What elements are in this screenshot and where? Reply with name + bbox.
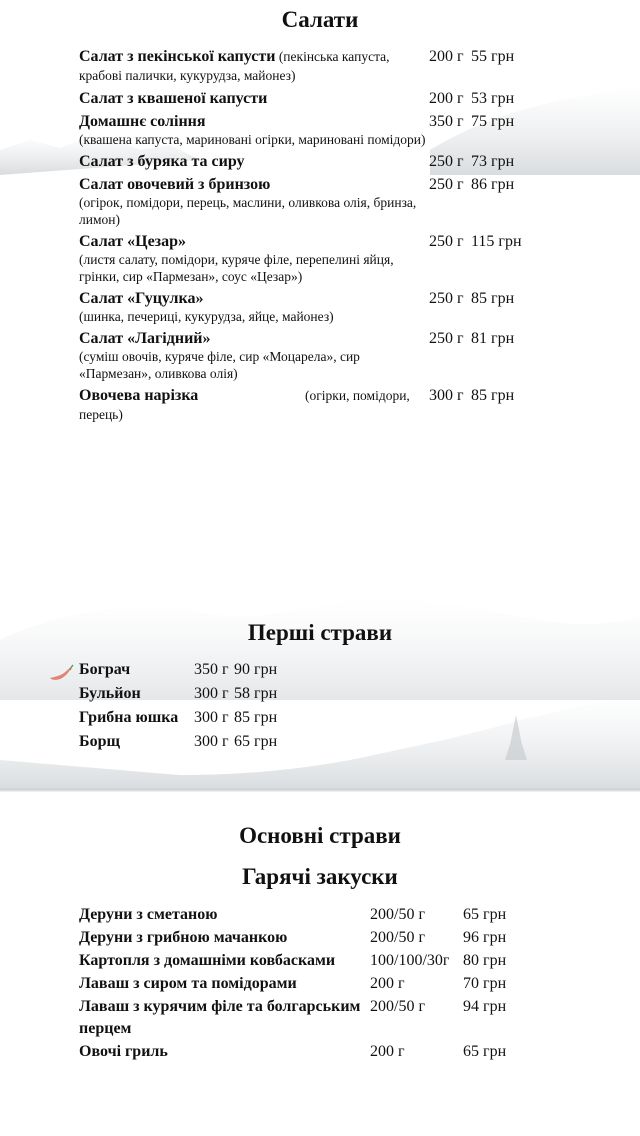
dish-weight: 250 г (429, 153, 464, 170)
dish-name: Салат «Цезар» (79, 233, 186, 250)
dish-weight: 300 г (194, 685, 229, 702)
list-item (79, 658, 339, 682)
list-item (79, 927, 539, 949)
dish-price: 65 грн (234, 733, 278, 750)
dish-weight: 250 г (429, 176, 464, 193)
dish-weight: 200 г (429, 90, 464, 107)
dish-price: 70 грн (463, 975, 507, 992)
dish-ingredients: (пекінська капуста, крабові палички, кукурудза, майонез) (79, 49, 390, 83)
dish-name: Овочі гриль (79, 1043, 168, 1060)
list-item (79, 152, 534, 171)
dish-ingredients: (огірок, помідори, перець, маслини, оливкова олія, бринза, лимон) (79, 195, 417, 227)
list-item (79, 329, 534, 382)
dish-weight: 350 г (429, 113, 464, 130)
dish-weight: 100/100/30г (370, 952, 450, 969)
dish-price: 85 грн (471, 387, 515, 404)
dish-ingredients: (шинка, печериці, кукурудза, яйце, майонез) (79, 309, 334, 324)
dish-price: 55 грн (471, 48, 515, 65)
dish-name: Бограч (79, 661, 131, 678)
dish-ingredients: (суміш овочів, куряче філе, сир «Моцарела», сир «Пармезан», оливкова олія) (79, 349, 360, 381)
dish-price: 53 грн (471, 90, 515, 107)
dish-name: Овочева нарізка (79, 387, 199, 404)
list-item (79, 904, 539, 926)
list-item (79, 706, 339, 730)
dish-price: 85 грн (234, 709, 278, 726)
dish-price: 65 грн (463, 1043, 507, 1060)
dish-ingredients: (огірки, помідори, перець) (79, 388, 410, 422)
dish-price: 65 грн (463, 906, 507, 923)
dish-weight: 200/50 г (370, 998, 426, 1015)
dish-weight: 250 г (429, 233, 464, 250)
hot-appetizers-list (79, 904, 539, 1064)
dish-price: 81 грн (471, 330, 515, 347)
main-courses-title: Основні страви (239, 823, 401, 848)
dish-price: 86 грн (471, 176, 515, 193)
dish-weight: 200 г (370, 1043, 405, 1060)
dish-weight: 200 г (429, 48, 464, 65)
hot-appetizers-title: Гарячі закуски (242, 864, 398, 889)
list-item (79, 289, 534, 325)
dish-price: 115 грн (471, 233, 522, 250)
list-item (79, 682, 339, 706)
dish-weight: 200/50 г (370, 929, 426, 946)
dish-name: Салат «Гуцулка» (79, 290, 204, 307)
dish-weight: 300 г (429, 387, 464, 404)
dish-name: Салат «Лагідний» (79, 330, 211, 347)
dish-price: 96 грн (463, 929, 507, 946)
list-item (79, 950, 539, 972)
dish-weight: 300 г (194, 733, 229, 750)
dish-price: 94 грн (463, 998, 507, 1015)
dish-name: Салат з пекінської капусти (79, 48, 276, 65)
dish-name: Грибна юшка (79, 709, 179, 726)
list-item (79, 973, 539, 995)
dish-name: Домашнє соління (79, 113, 206, 130)
dish-price: 73 грн (471, 153, 515, 170)
dish-price: 90 грн (234, 661, 278, 678)
list-item (79, 89, 534, 108)
dish-name: Салат овочевий з бринзою (79, 176, 271, 193)
chili-pepper-icon (48, 664, 74, 684)
dish-name: Салат з квашеної капусти (79, 90, 268, 107)
dish-weight: 200 г (370, 975, 405, 992)
dish-weight: 200/50 г (370, 906, 426, 923)
dish-price: 58 грн (234, 685, 278, 702)
dish-ingredients: (листя салату, помідори, куряче філе, перепелині яйця, грінки, сир «Пармезан», соус «Цезар») (79, 252, 394, 284)
dish-ingredients: (квашена капуста, мариновані огірки, мариновані помідори) (79, 132, 426, 147)
dish-name: Бульйон (79, 685, 141, 702)
dish-price: 80 грн (463, 952, 507, 969)
list-item (79, 1041, 539, 1063)
salads-title: Салати (281, 7, 359, 32)
first-courses-list (79, 658, 339, 754)
dish-weight: 300 г (194, 709, 229, 726)
salads-list (79, 47, 534, 428)
list-item (79, 232, 534, 285)
dish-name: Деруни з сметаною (79, 906, 218, 923)
list-item (79, 175, 534, 228)
dish-price: 85 грн (471, 290, 515, 307)
list-item (79, 386, 534, 424)
list-item (79, 730, 339, 754)
dish-weight: 250 г (429, 330, 464, 347)
list-item (79, 112, 534, 148)
dish-weight: 350 г (194, 661, 229, 678)
dish-name: Салат з буряка та сиру (79, 153, 245, 170)
dish-name: Борщ (79, 733, 120, 750)
dish-price: 75 грн (471, 113, 515, 130)
dish-weight: 250 г (429, 290, 464, 307)
dish-name: Лаваш з курячим філе та болгарським перцем (79, 998, 361, 1037)
list-item (79, 996, 539, 1040)
list-item (79, 47, 534, 85)
first-courses-title: Перші страви (247, 620, 393, 645)
dish-name: Лаваш з сиром та помідорами (79, 975, 297, 992)
dish-name: Картопля з домашніми ковбасками (79, 952, 336, 969)
dish-name: Деруни з грибною мачанкою (79, 929, 288, 946)
